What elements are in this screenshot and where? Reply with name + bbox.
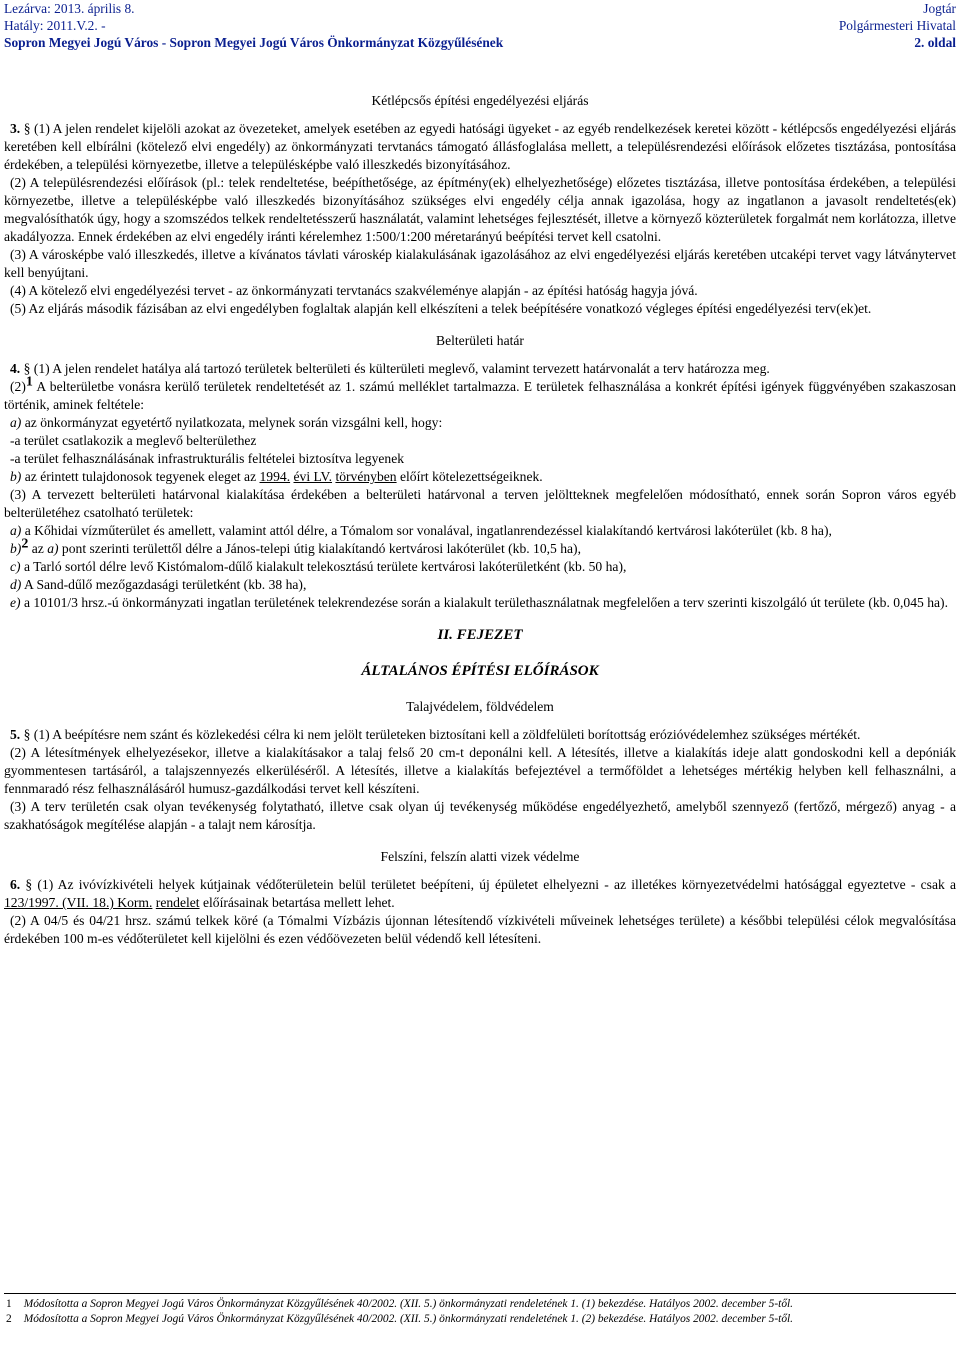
source-name: Jogtár xyxy=(923,1,956,16)
effect-date: Hatály: 2011.V.2. - xyxy=(4,18,106,33)
footnotes xyxy=(4,1293,956,1327)
item-text-end: előírt kötelezettségeiknek. xyxy=(396,469,543,484)
section-title-talajvedelem: Talajvédelem, földvédelem xyxy=(406,699,554,714)
paragraph-label: (2) xyxy=(10,379,26,394)
item-text: a 10101/3 hrsz.-ú önkormányzati ingatlan területének telekrendezése során a kialakult területhasználatnak megfelelően a terv szerinti kiszolgáló út területe (kb. 0,045 ha). xyxy=(20,595,948,610)
condition-dash-1: -a terület csatlakozik a meglevő belterülethez xyxy=(10,433,257,448)
decree-link[interactable]: 123/1997. (VII. 18.) Korm. xyxy=(4,895,153,910)
chapter-number: II. FEJEZET xyxy=(437,627,523,643)
paragraph-3-5: (5) Az eljárás második fázisában az elvi engedélyben foglaltak alapján kell elkészíteni a telek beépítésére vonatkozó végleges építési engedélyezési terv(ek)et. xyxy=(10,301,872,316)
footnote-number: 1 xyxy=(6,1298,12,1310)
paragraph-3-4: (4) A kötelező elvi engedélyezési tervet - az önkormányzati tervtanács szakvéleménye alapján - az építési hatóság hagyja jóvá. xyxy=(10,283,698,298)
footnote-text: Módosította a Sopron Megyei Jogú Város Önkormányzat Közgyűlésének 40/2002. (XII. 5.) önkormányzati rendeletének 1. (1) bekezdése. Hatályos 2002. december 5-től. xyxy=(23,1298,794,1310)
item-text: pont szerinti területtől délre a János-telepi útig kialakítandó kertvárosi lakóterület (kb. 10,5 ha), xyxy=(58,541,581,556)
paragraph-text: § (1) Az ivóvízkivételi helyek kútjainak védőterületein belül területet beépíteni, új épületet elhelyezni - az illetékes környezetvédelmi hatósággal egyeztetve - csak a xyxy=(20,877,956,892)
paragraph-text: § (1) A jelen rendelet hatálya alá tartozó területek belterületi és külterületi meglevő, valamint tervezett határvonalát a terv határozza meg. xyxy=(20,361,770,376)
paragraph-text: § (1) A beépítésre nem szánt és közlekedési célra ki nem jelölt területeken biztosítani kell a zöldfelületi borítottság erózióvédelemhez szükséges mértékét. xyxy=(20,727,861,742)
law-link-year[interactable]: 1994. xyxy=(259,469,291,484)
header-row-3 xyxy=(4,34,956,51)
document-body xyxy=(4,92,956,948)
condition-dash-2: -a terület felhasználásának infrastrukturális feltételei biztosítva legyenek xyxy=(10,451,405,466)
area-b: b)$^2$ az a) pont szerinti területtől délre a János-telepi útig kialakítandó kertvárosi lakóterület (kb. 10,5 ha), xyxy=(10,536,581,556)
condition-a xyxy=(4,414,956,432)
paragraph-5-2: (2) A létesítmények elhelyezésekor, illetve a kialakításakor a talaj felső 20 cm-t deponálni kell. A létesítés, illetve a kialakítás ideje alatt gondoskodni kell a depóniák gyommentesen tartásáról, a talajszennyezés elkerüléséről. A létesítés, illetve a kialakítás befejeztével a termőföldet a lehetséges mértékig helyben kell felhasználni, a fennmaradó rész felhasználásáról humusz-gazdálkodási tervet kell készíteni. xyxy=(4,745,956,796)
item-text: az önkormányzat egyetértő nyilatkozata, melynek során vizsgálni kell, hogy: xyxy=(21,415,443,430)
item-label: b) xyxy=(10,469,22,484)
area-a xyxy=(4,522,956,540)
paragraph-text: A belterületbe vonásra kerülő területek rendeltetését az 1. számú melléklet tartalmazza. E területek felhasználása a konkrét építési igények függvényében szakaszosan történik, aminek feltétele: xyxy=(4,379,956,412)
closed-date: Lezárva: 2013. április 8. xyxy=(4,1,135,16)
area-d xyxy=(4,576,956,594)
paragraph-5-3: (3) A terv területén csak olyan tevékenység folytatható, illetve csak olyan új tevékenység működése engedélyezhető, amelyből szennyező (fertőző, mérgező) anyag - a szakhatóságok megítélése alapján - a talajt nem károsítja. xyxy=(4,799,956,832)
paragraph-6-1 xyxy=(4,876,956,912)
area-c xyxy=(4,558,956,576)
footnote-number: 2 xyxy=(6,1313,12,1325)
condition-b xyxy=(4,468,956,486)
item-ref-label: a) xyxy=(47,541,59,556)
area-e xyxy=(4,594,956,612)
paragraph-6-2: (2) A 04/5 és 04/21 hrsz. számú telkek köré (a Tómalmi Vízbázis újonnan létesítendő vízkivételi műveinek lehetséges területe) a későbbi települési célok megvalósítása érdekében 100 m-es védőterületet kell kijelölni és ezen védőövezeten belül védendő kell létesíteni. xyxy=(4,913,956,946)
section-number: 6. xyxy=(10,877,21,892)
header-row-1 xyxy=(4,0,956,17)
item-label: e) xyxy=(10,595,21,610)
paragraph-text: § (1) A jelen rendelet kijelöli azokat az övezeteket, amelyek esetében az egyedi hatósági ügyeket - az egyéb rendelkezések keretei között - kétlépcsős engedélyezési eljárás keretében kell elbírálni (kötelező elvi engedély) az önkormányzati tervtanács támogató állásfoglalása mellett, a településrendezési előírások előzetes tisztázása, pontosítása érdekében, a települési környezetbe, illetve a településképbe való illeszkedés bizonyításához. xyxy=(4,121,956,172)
item-text: a Tarló sortól délre levő Kistómalom-dűlő kialakult telekosztású területe kertvárosi lakóterületként (kb. 50 ha), xyxy=(20,559,627,574)
paragraph-3-1 xyxy=(4,120,956,174)
page-header xyxy=(4,0,956,54)
paragraph-3-2: (2) A településrendezési előírások (pl.: telek rendeltetése, beépíthetősége, az építmény(ek) elhelyezhetősége) előzetes tisztázása, illetve pontosítása érdekében, a települési környezetbe, illetve a településképbe való illeszkedés bizonyításához szükséges elvi engedély célja annak igazolása, hogy az ingatlanon a javasolt rendeltetés(ek) megvalósíthatók úgy, hogy a szomszédos telkek rendeltetésszerű használatát, valamint lehetséges fejlesztését, illetve a környező közterületek forgalmát nem korlátozza, illetve akadályozza. Ennek érdekében az elvi engedély iránti kérelemhez 1:500/1:200 méretarányú beépítési tervet kell csatolni. xyxy=(4,175,956,244)
section-title-vizek: Felszíni, felszín alatti vizek védelme xyxy=(380,849,580,864)
chapter-title: ÁLTALÁNOS ÉPÍTÉSI ELŐÍRÁSOK xyxy=(361,663,599,679)
decree-link-rendelet[interactable]: rendelet xyxy=(155,895,200,910)
footnote-text: Módosította a Sopron Megyei Jogú Város Önkormányzat Közgyűlésének 40/2002. (XII. 5.) önkormányzati rendeletének 1. (2) bekezdése. Hatályos 2002. december 5-től. xyxy=(23,1313,794,1325)
item-text: a Kőhidai vízműterület és amellett, valamint attól délre, a Tómalom sor vonalával, ingatlanrendezéssel kialakítandó kertvárosi lakóterület (kb. 8 ha), xyxy=(21,523,832,538)
footnote-2 xyxy=(4,1312,956,1327)
footnote-ref-2[interactable]: 2 xyxy=(21,536,29,552)
item-label: b) xyxy=(10,541,22,556)
item-label: d) xyxy=(10,577,22,592)
section-number: 3. xyxy=(10,121,21,136)
paragraph-text-end: előírásainak betartása mellett lehet. xyxy=(199,895,395,910)
paragraph-4-3: (3) A tervezett belterületi határvonal kialakítása érdekében a belterületi határvonal a terven jelöltteknek megfelelően módosítható, ennek során Sopron város egyéb belterületéhez csatolható területek: xyxy=(4,487,956,520)
item-label: c) xyxy=(10,559,21,574)
footnote-1 xyxy=(4,1297,956,1312)
item-label: a) xyxy=(10,415,22,430)
law-link-number[interactable]: évi LV. xyxy=(293,469,333,484)
issuer-name: Sopron Megyei Jogú Város - Sopron Megyei Jogú Város Önkormányzat Közgyűlésének xyxy=(4,35,504,50)
footnote-ref-1[interactable]: 1 xyxy=(25,374,33,390)
paragraph-5-1 xyxy=(4,726,956,744)
paragraph-4-2 xyxy=(4,374,956,414)
section-number: 4. xyxy=(10,361,21,376)
section-number: 5. xyxy=(10,727,21,742)
item-text: az érintett tulajdonosok tegyenek eleget az xyxy=(21,469,260,484)
law-link-act[interactable]: törvényben xyxy=(335,469,397,484)
item-label: a) xyxy=(10,523,22,538)
header-row-2 xyxy=(4,17,956,34)
section-title-belteruleti: Belterületi határ xyxy=(436,333,524,348)
paragraph-4-1 xyxy=(4,360,956,378)
paragraph-3-3: (3) A városképbe való illeszkedés, illetve a kívánatos távlati városkép kialakulásának igazolásához az elvi engedélyezési eljárás keretében utcaképi tervet vagy látványtervet kell benyújtani. xyxy=(4,247,956,280)
page-number: 2. oldal xyxy=(914,35,956,50)
item-text: A Sand-dűlő mezőgazdasági területként (kb. 38 ha), xyxy=(21,577,307,592)
section-title-eljaras: Kétlépcsős építési engedélyezési eljárás xyxy=(371,93,589,108)
office-name: Polgármesteri Hivatal xyxy=(838,18,956,33)
